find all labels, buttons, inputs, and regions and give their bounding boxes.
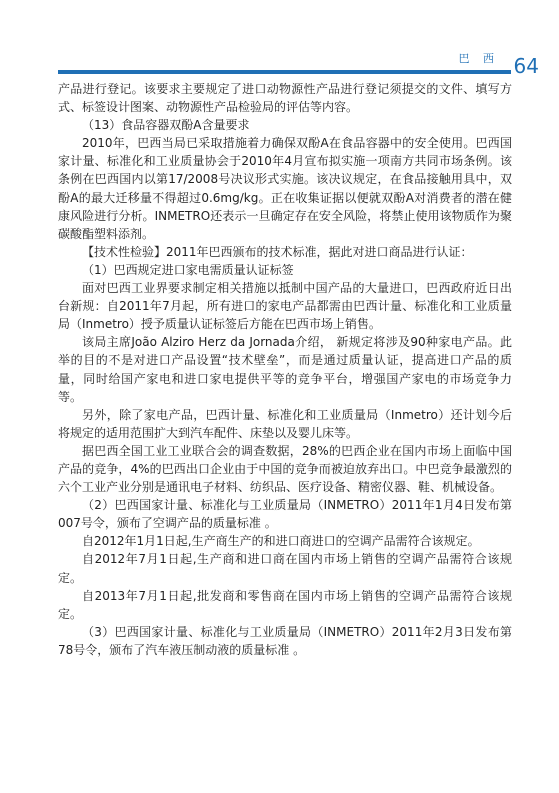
paragraph: 另外，除了家电产品，巴西计量、标准化和工业质量局（Inmetro）还计划今后将规定的适用范围扩大到汽车配件、床垫以及婴儿床等。 bbox=[58, 407, 512, 440]
page-header bbox=[0, 0, 559, 80]
section-heading: （1）巴西规定进口家电需质量认证标签 bbox=[82, 262, 294, 277]
paragraph: 自2012年7月1日起,生产商和进口商在国内市场上销售的空调产品需符合该规定。 bbox=[58, 552, 512, 585]
paragraph: 据巴西全国工业工业联合会的调查数据，28%的巴西企业在国内市场上面临中国产品的竞争，4%的巴西出口企业由于中国的竞争而被迫放弃出口。中巴竞争最激烈的六个工业产业分别是通讯电子材料、纺织品、医疗设备、精密仪器、鞋、机械设备。 bbox=[58, 443, 512, 495]
paragraph: 面对巴西工业界要求制定相关措施以抵制中国产品的大量进口，巴西政府近日出台新规：自2011年7月起，所有进口的家电产品都需由巴西计量、标准化和工业质量局（Inmetro）授予质量认证标签后方能在巴西市场上销售。 bbox=[58, 281, 512, 332]
paragraph: 自2013年7月1日起,批发商和零售商在国内市场上销售的空调产品需符合该规定。 bbox=[58, 588, 512, 621]
paragraph: 2010年，巴西当局已采取措施着力确保双酚A在食品容器中的安全使用。巴西国家计量、标准化和工业质量协会于2010年4月宣布拟实施一项南方共同市场条例。该条例在巴西国内以第17/2008号决议形式实施。该决议规定，在食品接触用具中，双酚A的最大迁移量不得超过0.6mg/kg。正在收集证据以便就双酚A对消费者的潜在健康风险进行分析。INMETRO还表示一旦确定存在安全风险，将禁止使用该物质作为聚碳酸酯塑料添剂。 bbox=[58, 136, 512, 241]
body-text bbox=[58, 80, 512, 659]
running-header-country: 巴 西 bbox=[458, 52, 499, 65]
section-heading: （2）巴西国家计量、标准化与工业质量局（INMETRO）2011年1月4日发布第007号令，颁布了空调产品的质量标准 。 bbox=[58, 498, 512, 531]
header-rule bbox=[58, 70, 511, 74]
section-heading: （13）食品容器双酚A含量要求 bbox=[82, 118, 250, 133]
paragraph: 该局主席João Alziro Herz da Jornada介绍， 新规定将涉及90种家电产品。此举的目的不是对进口产品设置“技术壁垒”，而是通过质量认证，提高进口产品的质量，同时给国产家电和进口家电提供平等的竞争平台，增强国产家电的市场竞争力等。 bbox=[58, 335, 512, 404]
paragraph: 自2012年1月1日起,生产商生产的和进口商进口的空调产品需符合该规定。 bbox=[82, 534, 480, 549]
section-heading: （3）巴西国家计量、标准化与工业质量局（INMETRO）2011年2月3日发布第78号令，颁布了汽车液压制动液的质量标准 。 bbox=[58, 624, 512, 657]
paragraph: 产品进行登记。该要求主要规定了进口动物源性产品进行登记须提交的文件、填写方式、标签设计图案、动物源性产品检验局的评估等内容。 bbox=[58, 82, 512, 115]
section-heading: 【技术性检验】2011年巴西颁布的技术标准，据此对进口商品进行认证： bbox=[82, 244, 473, 259]
page-number: 64 bbox=[513, 54, 539, 78]
